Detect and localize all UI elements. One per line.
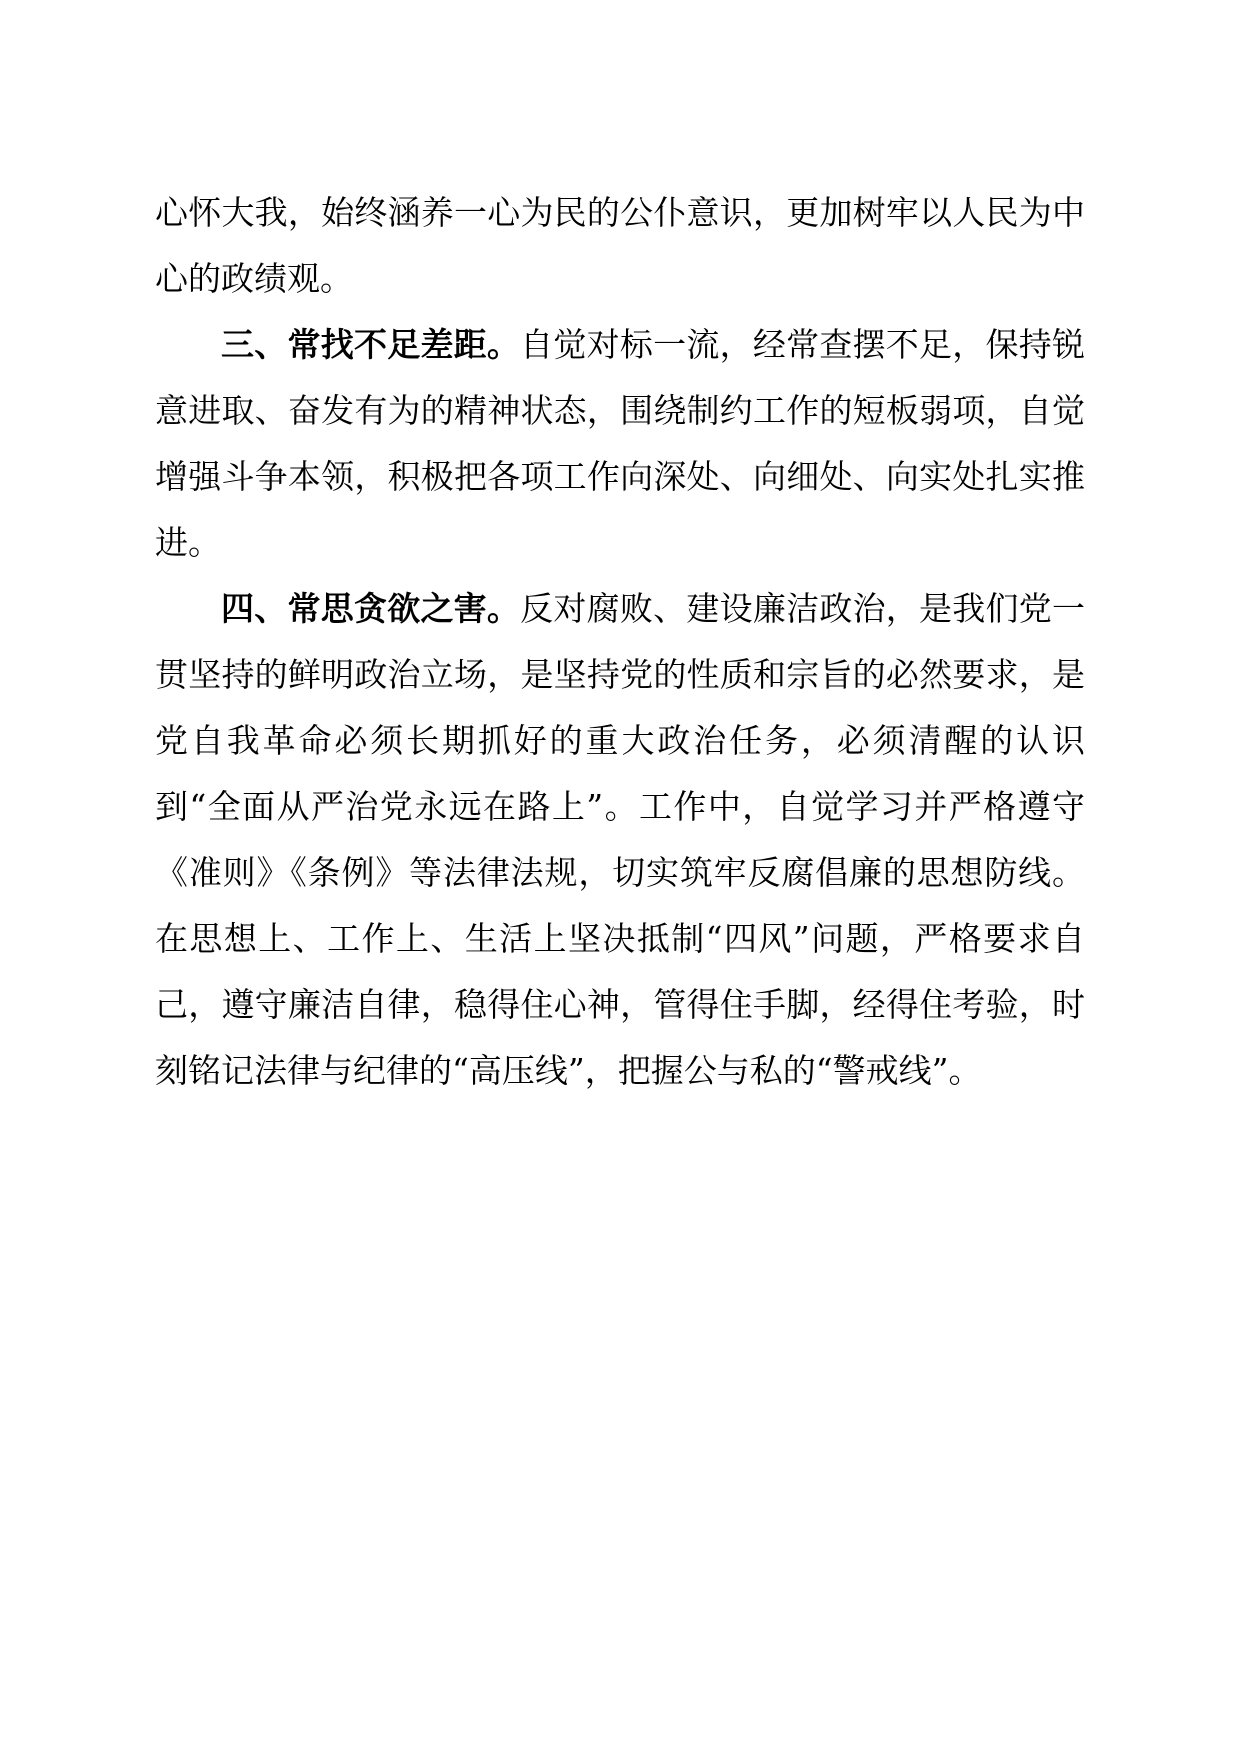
document-body bbox=[155, 180, 1085, 1104]
paragraph-continuation bbox=[155, 180, 1085, 312]
paragraph-section-four bbox=[155, 576, 1085, 1104]
paragraph-body: 反对腐败、建设廉洁政治，是我们党一贯坚持的鲜明政治立场，是坚持党的性质和宗旨的必然要求，是党自我革命必须长期抓好的重大政治任务，必须清醒的认识到“全面从严治党永远在路上”。工作中，自觉学习并严格遵守《准则》《条例》等法律法规，切实筑牢反腐倡廉的思想防线。在思想上、工作上、生活上坚决抵制“四风”问题，严格要求自己，遵守廉洁自律，稳得住心神，管得住手脚，经得住考验，时刻铭记法律与纪律的“高压线”，把握公与私的“警戒线”。 bbox=[155, 589, 1086, 1090]
paragraph-body: 心怀大我，始终涵养一心为民的公仆意识，更加树牢以人民为中心的政绩观。 bbox=[155, 193, 1085, 298]
paragraph-body: 自觉对标一流，经常查摆不足，保持锐意进取、奋发有为的精神状态，围绕制约工作的短板弱项，自觉增强斗争本领，积极把各项工作向深处、向细处、向实处扎实推进。 bbox=[155, 325, 1086, 562]
paragraph-section-three bbox=[155, 312, 1085, 576]
section-heading-three: 三、常找不足差距。 bbox=[221, 325, 521, 364]
section-heading-four: 四、常思贪欲之害。 bbox=[221, 589, 521, 628]
